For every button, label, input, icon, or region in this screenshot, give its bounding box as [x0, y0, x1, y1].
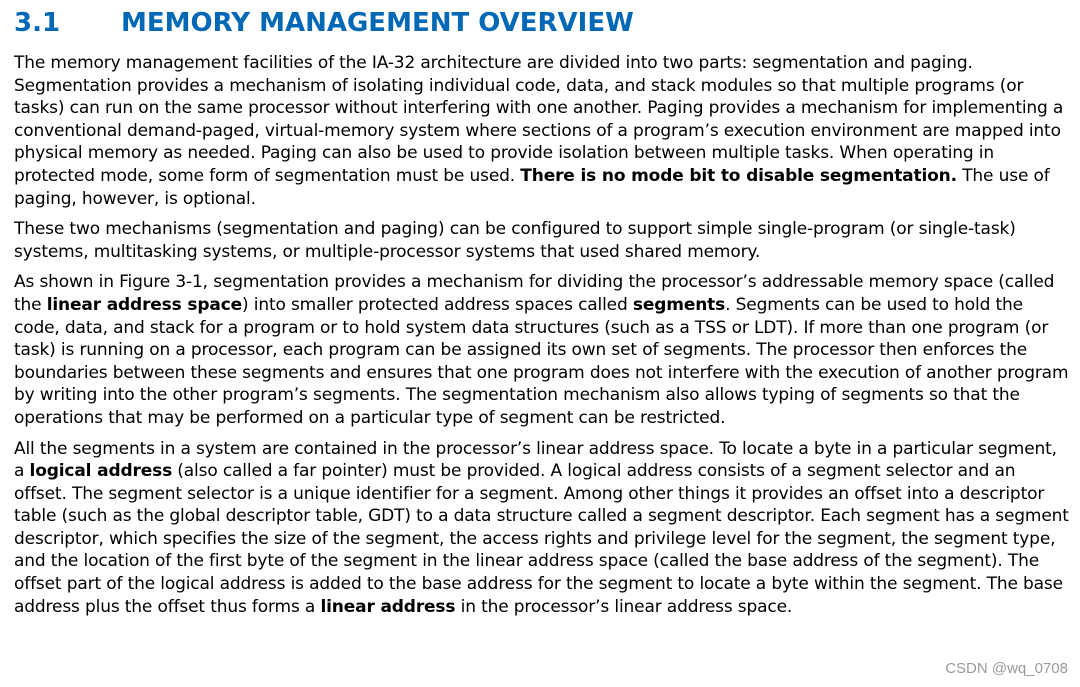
paragraph-4-bold-1: logical address [29, 461, 173, 482]
paragraph-3 [14, 271, 1070, 429]
paragraph-1-text-1: The memory management facilities of the IA-32 architecture are divided into two parts: segmentation and paging. Segmentation provides a mechanism of isolating individual code, data, and stack modules so that multiple programs (or tasks) can run on the same processor without interfering with one another. Paging provides a mechanism for implementing a conventional demand-paged, virtual-memory system where sections of a program’s execution environment are mapped into physical memory as needed. Paging can also be used to provide isolation between multiple tasks. When operating in protected mode, some form of segmentation must be used. [14, 53, 1064, 186]
section-title: MEMORY MANAGEMENT OVERVIEW [121, 8, 634, 38]
paragraph-4-bold-2: linear address [320, 596, 456, 617]
paragraph-4-text-3: in the processor’s linear address space. [455, 596, 793, 617]
paragraph-1-text-2: The use of paging, however, is optional. [14, 165, 1050, 209]
section-number: 3.1 [14, 8, 61, 38]
paragraph-4 [14, 438, 1070, 619]
paragraph-2 [14, 218, 1070, 263]
paragraph-4-text-1: All the segments in a system are contained in the processor’s linear address space. To locate a byte in a particular segment, a [14, 438, 1057, 482]
paragraph-3-bold-2: segments [632, 294, 726, 315]
paragraph-4-text-2: (also called a far pointer) must be provided. A logical address consists of a segment selector and an offset. The segment selector is a unique identifier for a segment. Among other things it provides an offset into a descriptor table (such as the global descriptor table, GDT) to a data structure called a segment descriptor. Each segment has a segment descriptor, which specifies the size of the segment, the access rights and privilege level for the segment, the segment type, and the location of the first byte of the segment in the linear address space (called the base address of the segment). The offset part of the logical address is added to the base address for the segment to locate a byte within the segment. The base address plus the offset thus forms a [14, 461, 1069, 617]
section-heading [14, 4, 1070, 42]
paragraph-2-text-1: These two mechanisms (segmentation and paging) can be configured to support simple single-program (or single-task) systems, multitasking systems, or multiple-processor systems that used shared memory. [14, 219, 1016, 262]
paragraph-3-text-3: . Segments can be used to hold the code, data, and stack for a program or to hold system data structures (such as a TSS or LDT). If more than one program (or task) is running on a processor, each program can be assigned its own set of segments. The processor then enforces the boundaries between these segments and ensures that one program does not interfere with the execution of another program by writing into the other program’s segments. The segmentation mechanism also allows typing of segments so that the operations that may be performed on a particular type of segment can be restricted. [14, 294, 1069, 428]
paragraph-1 [14, 52, 1070, 210]
document-page [14, 4, 1070, 626]
paragraph-3-text-1: As shown in Figure 3-1, segmentation provides a mechanism for dividing the processor’s addressable memory space (called the [14, 272, 1055, 315]
paragraph-3-bold-1: linear address space [46, 294, 243, 315]
paragraph-1-bold-1: There is no mode bit to disable segmentation. [520, 165, 957, 186]
watermark: CSDN @wq_0708 [945, 660, 1068, 677]
paragraph-3-text-2: ) into smaller protected address spaces called [242, 294, 633, 315]
